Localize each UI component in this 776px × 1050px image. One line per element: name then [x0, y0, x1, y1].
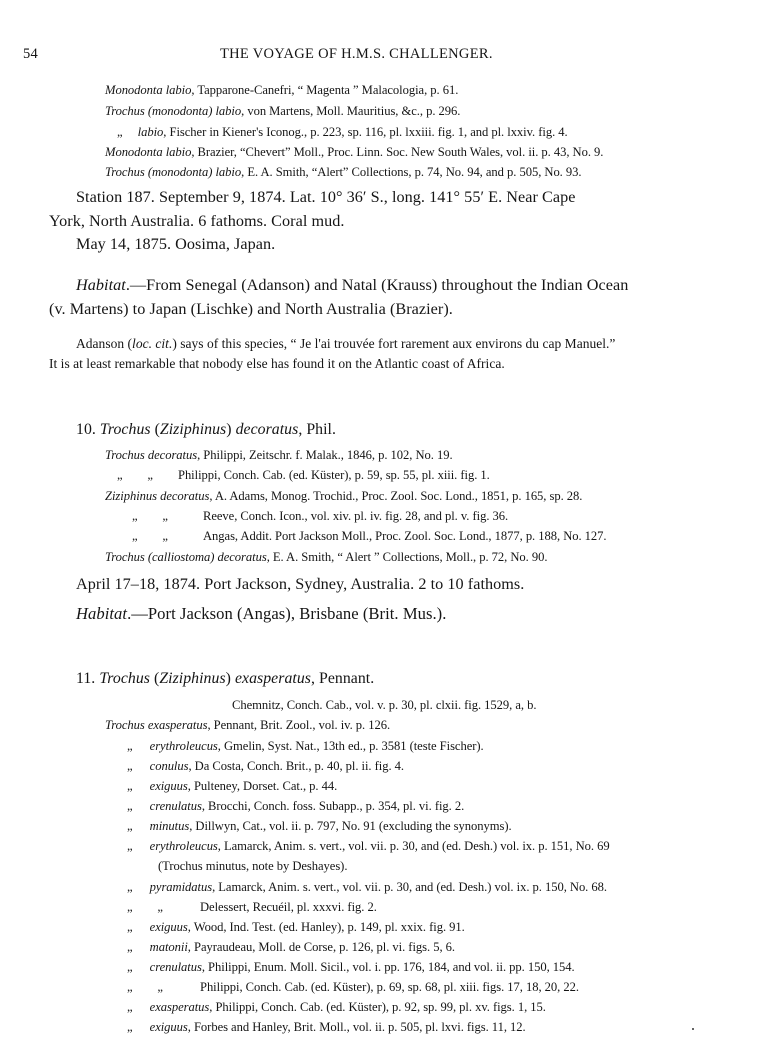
synonymy-line — [127, 759, 404, 774]
species-heading: 10. Trochus (Ziziphinus) decoratus, Phil. — [76, 421, 336, 438]
citation-text: Reeve, Conch. Icon., vol. xiv. pl. iv. fig. 28, and pl. v. fig. 36. — [202, 509, 509, 523]
citation-text: , Philippi, Conch. Cab. (ed. Küster), p. 92, sp. 99, pl. xv. figs. 1, 15. — [209, 1000, 546, 1014]
citation-text: , Pennant, Brit. Zool., vol. iv. p. 126. — [207, 718, 391, 732]
citation-text: , Wood, Ind. Test. (ed. Hanley), p. 149, pl. xxix. fig. 91. — [187, 920, 465, 934]
note-text: ) says of this species, “ Je l'ai trouvée fort rarement aux environs du cap Manuel.” — [172, 336, 616, 351]
citation-text: , Fischer in Kiener's Iconog., p. 223, sp. 116, pl. lxxiii. fig. 1, and pl. lxxiv. fig. 4. — [163, 125, 568, 139]
synonymy-line — [105, 165, 581, 180]
citation-text: , Forbes and Hanley, Brit. Moll., vol. ii. p. 505, pl. lxvi. figs. 11, 12. — [187, 1020, 526, 1034]
ditto-mark: „ — [127, 940, 133, 954]
synonymy-line — [127, 839, 610, 854]
ditto-mark: „ — [127, 799, 133, 813]
habitat-label: Habitat — [76, 276, 126, 294]
citation-text: , Lamarck, Anim. s. vert., vol. vii. p. 30, and (ed. Desh.) vol. ix. p. 151, No. 69 — [217, 839, 610, 853]
taxon-name: crenulatus — [149, 799, 202, 813]
station-text: April 17–18, 1874. Port Jackson, Sydney, Australia. 2 to 10 fathoms. — [76, 575, 525, 593]
synonymy-line — [127, 1020, 526, 1035]
synonymy-line: Chemnitz, Conch. Cab., vol. v. p. 30, pl. clxii. fig. 1529, a, b. — [232, 698, 537, 712]
genus-name: Trochus — [99, 421, 151, 438]
genus-name: Trochus — [99, 670, 150, 687]
ditto-mark: „ — [127, 880, 133, 894]
taxon-name: conulus — [149, 759, 189, 773]
habitat-label: Habitat — [76, 604, 128, 623]
synonymy-line — [132, 529, 607, 544]
taxon-name: crenulatus — [149, 960, 202, 974]
station-text: Station 187. September 9, 1874. Lat. 10° 36′ S., long. 141° 55′ E. Near Cape — [76, 188, 576, 206]
habitat-paragraph — [76, 604, 446, 624]
ditto-mark: „ — [127, 739, 133, 753]
species-author: , Phil. — [298, 421, 336, 438]
taxon-name: Trochus decoratus — [105, 448, 198, 462]
taxon-name: erythroleucus — [149, 739, 218, 753]
ditto-mark: „ — [127, 759, 133, 773]
taxon-name: erythroleucus — [149, 839, 218, 853]
scan-speck — [692, 1028, 694, 1030]
citation-text: , E. A. Smith, “ Alert ” Collections, Moll., p. 72, No. 90. — [266, 550, 548, 564]
synonymy-line — [127, 960, 575, 975]
habitat-paragraph — [76, 276, 628, 295]
citation-text: , Dillwyn, Cat., vol. ii. p. 797, No. 91 (excluding the synonyms). — [189, 819, 512, 833]
species-epithet: exasperatus — [234, 670, 311, 687]
citation-text: Philippi, Conch. Cab. (ed. Küster), p. 59, sp. 55, pl. xiii. fig. 1. — [177, 468, 490, 482]
taxon-name: Trochus (calliostoma) decoratus — [105, 550, 267, 564]
ditto-mark: „ „ — [117, 468, 153, 482]
ditto-mark: „ — [127, 1000, 133, 1014]
station-text: York, North Australia. 6 fathoms. Coral mud. — [49, 212, 345, 230]
species-epithet: decoratus — [235, 421, 299, 438]
citation-text: , Philippi, Zeitschr. f. Malak., 1846, p. 102, No. 19. — [197, 448, 453, 462]
note-text: It is at least remarkable that nobody else has found it on the Atlantic coast of Africa. — [49, 356, 505, 371]
taxon-name: pyramidatus — [149, 880, 213, 894]
taxon-name: exiguus — [149, 1020, 188, 1034]
species-heading: 11. Trochus (Ziziphinus) exasperatus, Pennant. — [76, 670, 375, 687]
habitat-text: (v. Martens) to Japan (Lischke) and North Australia (Brazier). — [49, 300, 453, 318]
citation-text: , Pulteney, Dorset. Cat., p. 44. — [187, 779, 338, 793]
taxon-name: labio — [137, 125, 164, 139]
taxon-name: exiguus — [149, 920, 188, 934]
ditto-mark: „ — [127, 779, 133, 793]
species-number: 11. — [76, 670, 96, 687]
habitat-text: .—From Senegal (Adanson) and Natal (Krauss) throughout the Indian Ocean — [125, 276, 629, 294]
subgenus-name: Ziziphinus — [159, 670, 226, 687]
station-text: May 14, 1875. Oosima, Japan. — [76, 235, 276, 253]
citation-text: , Tapparone-Canefri, “ Magenta ” Malacologia, p. 61. — [191, 83, 459, 97]
ditto-mark: „ „ — [127, 900, 163, 914]
synonymy-line — [105, 448, 453, 463]
ditto-mark: „ — [127, 1020, 133, 1034]
citation-abbrev: loc. cit. — [132, 336, 173, 351]
synonymy-line — [127, 940, 455, 955]
citation-text: , Brazier, “Chevert” Moll., Proc. Linn. Soc. New South Wales, vol. ii. p. 43, No. 9. — [191, 145, 604, 159]
synonymy-line — [132, 509, 508, 524]
ditto-mark: „ „ — [132, 529, 168, 543]
subgenus-name: Ziziphinus — [159, 421, 227, 438]
synonymy-line — [127, 1000, 546, 1015]
species-author: , Pennant. — [310, 670, 375, 687]
synonymy-line — [127, 739, 484, 754]
synonymy-line — [127, 900, 377, 915]
synonymy-line — [105, 718, 390, 733]
taxon-name: Trochus exasperatus — [105, 718, 208, 732]
citation-text: Delessert, Recuéil, pl. xxxvi. fig. 2. — [199, 900, 377, 914]
synonymy-line — [117, 125, 568, 140]
synonymy-line — [127, 779, 337, 794]
citation-text: , Brocchi, Conch. foss. Subapp., p. 354, pl. vi. fig. 2. — [201, 799, 465, 813]
citation-text: , Da Costa, Conch. Brit., p. 40, pl. ii. fig. 4. — [188, 759, 405, 773]
ditto-mark: „ „ — [127, 980, 163, 994]
ditto-mark: „ — [127, 819, 133, 833]
citation-text: , Philippi, Enum. Moll. Sicil., vol. i. pp. 176, 184, and vol. ii. pp. 150, 154. — [201, 960, 575, 974]
note-paragraph — [76, 336, 615, 352]
synonymy-line — [127, 980, 579, 995]
running-title: THE VOYAGE OF H.M.S. CHALLENGER. — [220, 46, 493, 62]
citation-text: , Gmelin, Syst. Nat., 13th ed., p. 3581 (teste Fischer). — [217, 739, 484, 753]
taxon-name: exasperatus — [149, 1000, 210, 1014]
citation-text: Philippi, Conch. Cab. (ed. Küster), p. 69, sp. 68, pl. xiii. figs. 17, 18, 20, 22. — [199, 980, 579, 994]
taxon-name: Monodonta labio — [105, 83, 192, 97]
synonymy-line — [127, 799, 464, 814]
taxon-name: Trochus (monodonta) labio — [105, 104, 242, 118]
ditto-mark: „ — [127, 839, 133, 853]
synonymy-line — [105, 104, 460, 119]
citation-text: , A. Adams, Monog. Trochid., Proc. Zool. Soc. Lond., 1851, p. 165, sp. 28. — [209, 489, 583, 503]
taxon-name: matonii — [149, 940, 188, 954]
synonymy-line — [117, 468, 490, 483]
ditto-mark: „ „ — [132, 509, 168, 523]
citation-text: , von Martens, Moll. Mauritius, &c., p. 296. — [241, 104, 461, 118]
ditto-mark: „ — [127, 960, 133, 974]
synonymy-line — [127, 819, 512, 834]
page-number: 54 — [23, 46, 39, 62]
synonymy-line — [105, 83, 458, 98]
citation-text: , E. A. Smith, “Alert” Collections, p. 74, No. 94, and p. 505, No. 93. — [241, 165, 582, 179]
synonymy-line — [127, 920, 465, 935]
taxon-name: exiguus — [149, 779, 188, 793]
synonymy-line — [127, 880, 607, 895]
taxon-name: Trochus (monodonta) labio — [105, 165, 242, 179]
citation-text: , Payraudeau, Moll. de Corse, p. 126, pl. vi. figs. 5, 6. — [187, 940, 455, 954]
synonymy-line — [105, 489, 582, 504]
taxon-name: Monodonta labio — [105, 145, 192, 159]
ditto-mark: „ — [117, 125, 123, 139]
citation-text: Angas, Addit. Port Jackson Moll., Proc. Zool. Soc. Lond., 1877, p. 188, No. 127. — [202, 529, 607, 543]
synonymy-line — [105, 550, 547, 565]
taxon-name: Ziziphinus decoratus — [105, 489, 210, 503]
taxon-name: minutus — [149, 819, 190, 833]
species-number: 10. — [76, 421, 96, 438]
note-text: Adanson ( — [76, 336, 133, 351]
synonymy-line — [105, 145, 603, 160]
synonymy-line-continuation: (Trochus minutus, note by Deshayes). — [158, 859, 348, 873]
citation-text: , Lamarck, Anim. s. vert., vol. vii. p. 30, and (ed. Desh.) vol. ix. p. 150, No. 68. — [212, 880, 607, 894]
ditto-mark: „ — [127, 920, 133, 934]
habitat-text: .—Port Jackson (Angas), Brisbane (Brit. Mus.). — [127, 604, 447, 623]
